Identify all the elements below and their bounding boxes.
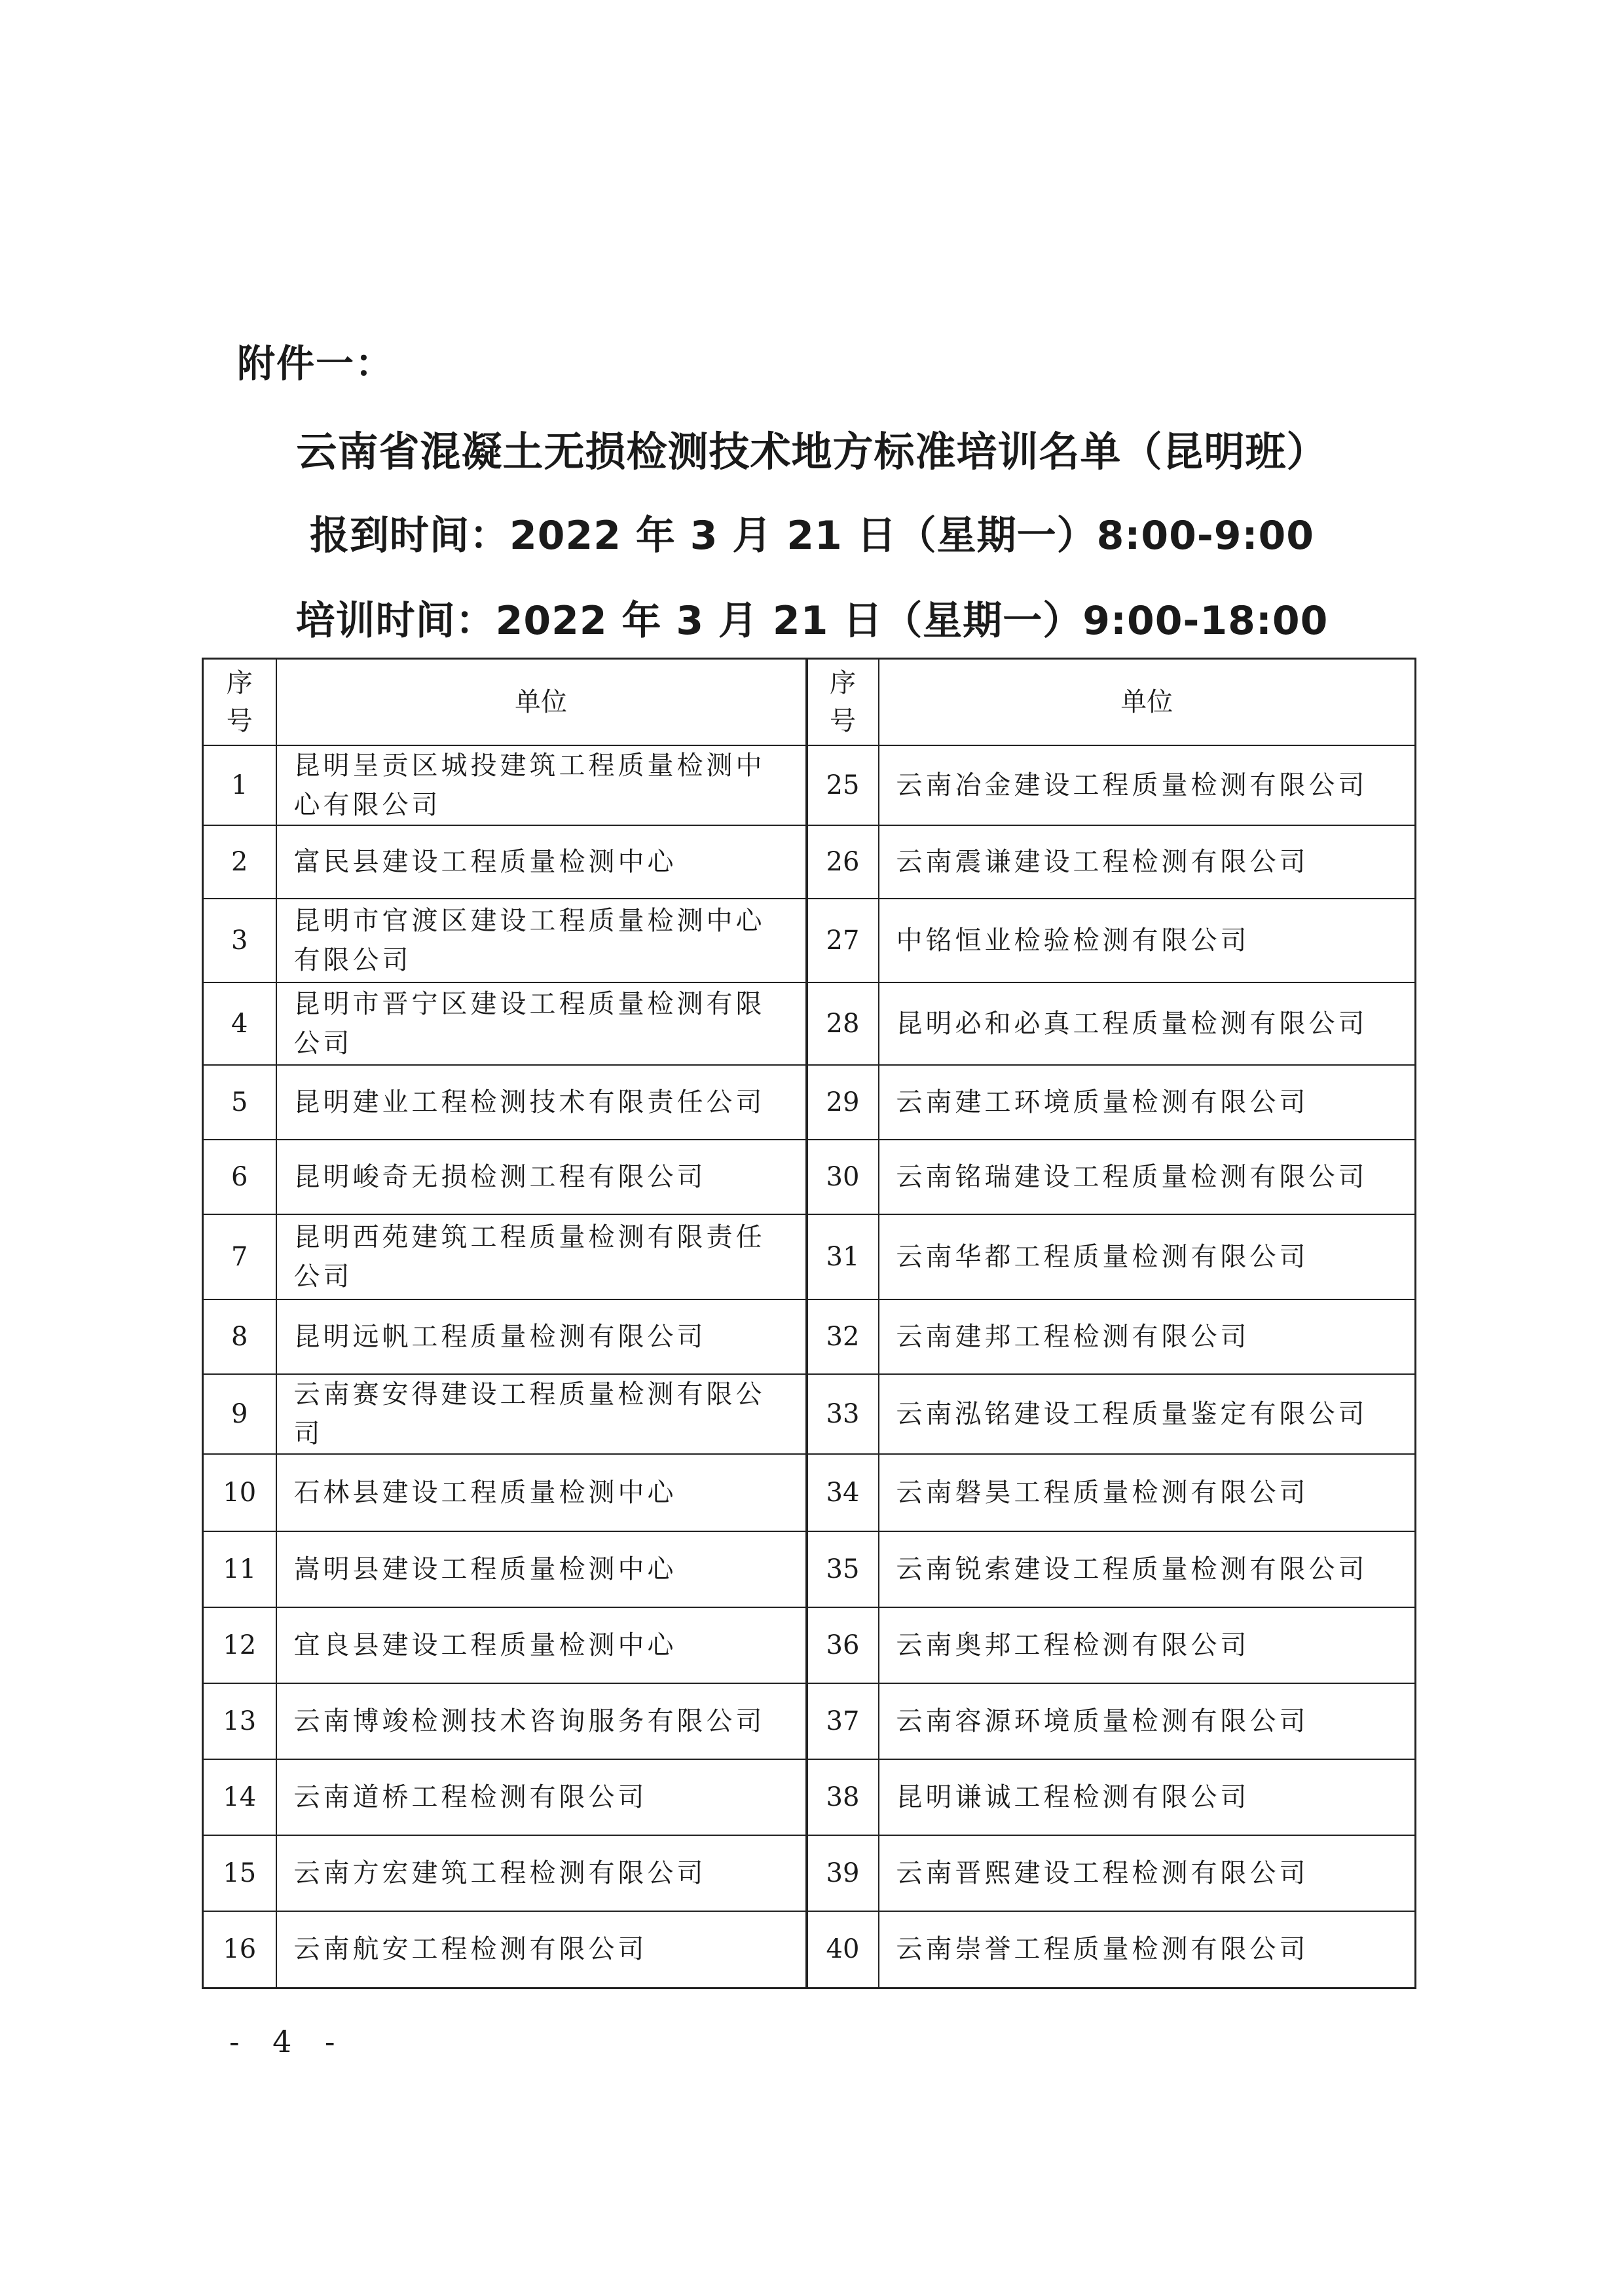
- unit-name-left: 昆明西苑建筑工程质量检测有限责任公司: [276, 1214, 807, 1299]
- unit-name-right: 云南铭瑞建设工程质量检测有限公司: [879, 1140, 1416, 1214]
- unit-name-left: 嵩明县建设工程质量检测中心: [276, 1531, 807, 1607]
- row-number-left: 1: [203, 745, 276, 825]
- row-number-left: 9: [203, 1374, 276, 1454]
- unit-name-left: 昆明远帆工程质量检测有限公司: [276, 1299, 807, 1374]
- unit-name-right: 云南震谦建设工程检测有限公司: [879, 825, 1416, 899]
- row-number-left: 5: [203, 1065, 276, 1140]
- training-time: 培训时间：2022 年 3 月 21 日（星期一）9:00-18:00: [295, 598, 1329, 644]
- table-row: [203, 1911, 1416, 1988]
- unit-name-right: 云南泓铭建设工程质量鉴定有限公司: [879, 1374, 1416, 1454]
- row-number-right: 30: [807, 1140, 879, 1214]
- table-row: [203, 1299, 1416, 1374]
- row-number-left: 7: [203, 1214, 276, 1299]
- unit-name-right: 云南建邦工程检测有限公司: [879, 1299, 1416, 1374]
- table-row: [203, 1214, 1416, 1299]
- row-number-right: 39: [807, 1835, 879, 1911]
- unit-name-left: 云南航安工程检测有限公司: [276, 1911, 807, 1988]
- row-number-left: 3: [203, 899, 276, 982]
- unit-name-right: 中铭恒业检验检测有限公司: [879, 899, 1416, 982]
- table-row: [203, 1454, 1416, 1531]
- unit-name-right: 云南锐索建设工程质量检测有限公司: [879, 1531, 1416, 1607]
- row-number-left: 10: [203, 1454, 276, 1531]
- row-number-left: 13: [203, 1683, 276, 1759]
- table-row: [203, 1065, 1416, 1140]
- document-title: 云南省混凝土无损检测技术地方标准培训名单（昆明班）: [296, 428, 1328, 476]
- unit-name-left: 石林县建设工程质量检测中心: [276, 1454, 807, 1531]
- unit-name-left: 昆明市官渡区建设工程质量检测中心有限公司: [276, 899, 807, 982]
- unit-name-right: 云南磐昊工程质量检测有限公司: [879, 1454, 1416, 1531]
- header-unit-right: 单位: [879, 659, 1416, 745]
- header-seq-left: [203, 659, 276, 745]
- table-row: [203, 1835, 1416, 1911]
- header-seq-right: [807, 659, 879, 745]
- unit-name-left: 昆明呈贡区城投建筑工程质量检测中心有限公司: [276, 745, 807, 825]
- row-number-right: 27: [807, 899, 879, 982]
- row-number-right: 37: [807, 1683, 879, 1759]
- unit-name-right: 云南崇誉工程质量检测有限公司: [879, 1911, 1416, 1988]
- header-seq-bottom: 号: [226, 705, 253, 736]
- row-number-left: 16: [203, 1911, 276, 1988]
- table-row: [203, 745, 1416, 825]
- attachment-label: 附件一：: [237, 341, 395, 386]
- table-row: [203, 1607, 1416, 1683]
- header-seq-bottom: 号: [830, 705, 856, 736]
- page-number: - 4 -: [229, 2024, 347, 2059]
- header-seq-top: 序: [830, 667, 856, 698]
- row-number-right: 26: [807, 825, 879, 899]
- unit-name-left: 云南道桥工程检测有限公司: [276, 1759, 807, 1835]
- row-number-left: 6: [203, 1140, 276, 1214]
- row-number-right: 25: [807, 745, 879, 825]
- row-number-right: 38: [807, 1759, 879, 1835]
- table-row: [203, 1374, 1416, 1454]
- unit-name-right: 昆明必和必真工程质量检测有限公司: [879, 982, 1416, 1065]
- row-number-left: 2: [203, 825, 276, 899]
- unit-name-right: 云南华都工程质量检测有限公司: [879, 1214, 1416, 1299]
- row-number-left: 4: [203, 982, 276, 1065]
- row-number-left: 15: [203, 1835, 276, 1911]
- table-row: [203, 1683, 1416, 1759]
- table-header-row: [203, 659, 1416, 745]
- header-unit-left: 单位: [276, 659, 807, 745]
- unit-name-left: 昆明建业工程检测技术有限责任公司: [276, 1065, 807, 1140]
- row-number-right: 36: [807, 1607, 879, 1683]
- unit-name-right: 云南奥邦工程检测有限公司: [879, 1607, 1416, 1683]
- header-seq-top: 序: [226, 667, 253, 698]
- unit-name-right: 昆明谦诚工程检测有限公司: [879, 1759, 1416, 1835]
- table-row: [203, 982, 1416, 1065]
- row-number-left: 8: [203, 1299, 276, 1374]
- unit-name-right: 云南容源环境质量检测有限公司: [879, 1683, 1416, 1759]
- row-number-right: 31: [807, 1214, 879, 1299]
- unit-name-left: 云南博竣检测技术咨询服务有限公司: [276, 1683, 807, 1759]
- report-time: 报到时间：2022 年 3 月 21 日（星期一）8:00-9:00: [309, 513, 1315, 559]
- table-row: [203, 825, 1416, 899]
- table-row: [203, 899, 1416, 982]
- unit-name-left: 云南赛安得建设工程质量检测有限公司: [276, 1374, 807, 1454]
- unit-name-left: 宜良县建设工程质量检测中心: [276, 1607, 807, 1683]
- row-number-right: 33: [807, 1374, 879, 1454]
- unit-name-right: 云南冶金建设工程质量检测有限公司: [879, 745, 1416, 825]
- unit-name-right: 云南建工环境质量检测有限公司: [879, 1065, 1416, 1140]
- row-number-right: 34: [807, 1454, 879, 1531]
- unit-name-left: 昆明峻奇无损检测工程有限公司: [276, 1140, 807, 1214]
- table-row: [203, 1531, 1416, 1607]
- row-number-right: 35: [807, 1531, 879, 1607]
- unit-name-left: 云南方宏建筑工程检测有限公司: [276, 1835, 807, 1911]
- row-number-right: 29: [807, 1065, 879, 1140]
- table-body: [203, 745, 1416, 1988]
- row-number-right: 28: [807, 982, 879, 1065]
- unit-name-left: 昆明市晋宁区建设工程质量检测有限公司: [276, 982, 807, 1065]
- table-row: [203, 1759, 1416, 1835]
- training-roster-table: [202, 658, 1416, 1989]
- unit-name-left: 富民县建设工程质量检测中心: [276, 825, 807, 899]
- row-number-left: 11: [203, 1531, 276, 1607]
- table-row: [203, 1140, 1416, 1214]
- row-number-right: 40: [807, 1911, 879, 1988]
- unit-name-right: 云南晋熙建设工程检测有限公司: [879, 1835, 1416, 1911]
- row-number-left: 14: [203, 1759, 276, 1835]
- row-number-left: 12: [203, 1607, 276, 1683]
- row-number-right: 32: [807, 1299, 879, 1374]
